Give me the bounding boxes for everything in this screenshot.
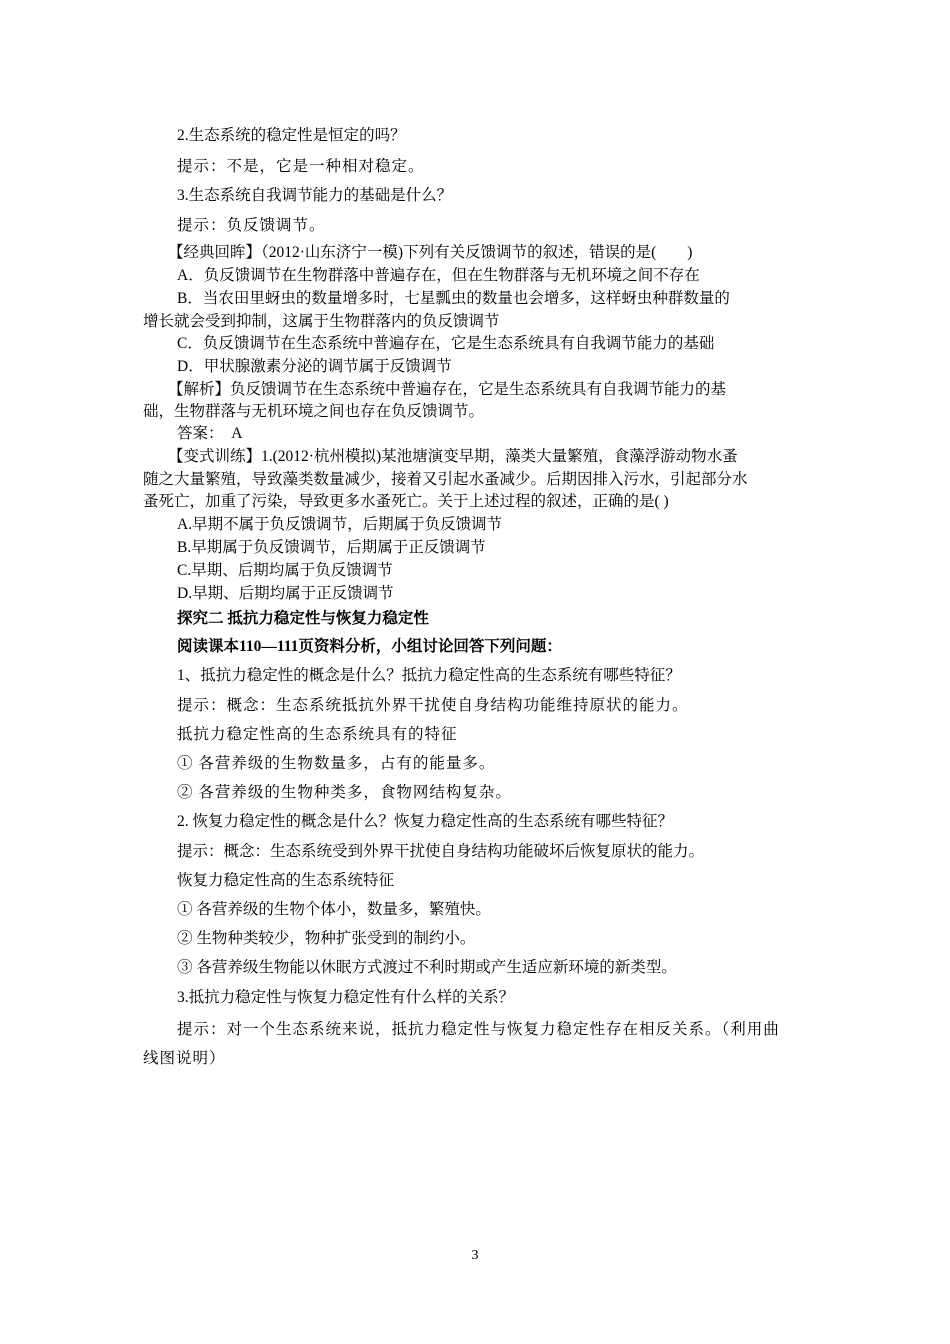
option-c: C．负反馈调节在生态系统中普遍存在，它是生态系统具有自我调节能力的基础 — [177, 335, 715, 352]
resilience-question: 2. 恢复力稳定性的概念是什么？恢复力稳定性高的生态系统有哪些特征？ — [177, 813, 674, 830]
answer: 答案： A — [177, 425, 243, 442]
classic-review-question: 【经典回眸】（2012·山东济宁一模)下列有关反馈调节的叙述，错误的是( ) — [168, 244, 693, 261]
resilience-features-title: 恢复力稳定性高的生态系统特征 — [177, 872, 395, 889]
resistance-hint: 提示：概念：生态系统抵抗外界干扰使自身结构功能维持原状的能力。 — [177, 697, 689, 714]
variant-training-cont-1: 随之大量繁殖，导致藻类数量减少，接着又引起水蚤减少。后期因排入污水，引起部分水 — [143, 471, 748, 488]
relationship-hint: 提示：对一个生态系统来说，抵抗力稳定性与恢复力稳定性存在相反关系。（利用曲 — [177, 1021, 780, 1038]
variant-option-c: C.早期、后期均属于负反馈调节 — [177, 562, 393, 579]
question-2: 2.生态系统的稳定性是恒定的吗？ — [177, 127, 406, 144]
hint-2: 提示：不是，它是一种相对稳定。 — [177, 158, 425, 175]
hint-3: 提示：负反馈调节。 — [177, 217, 326, 234]
reading-instruction: 阅读课本110—111页资料分析，小组讨论回答下列问题： — [177, 638, 562, 655]
resilience-feature-2: ② 生物种类较少，物种扩张受到的制约小。 — [177, 930, 476, 947]
resilience-hint: 提示：概念：生态系统受到外界干扰使自身结构功能破坏后恢复原状的能力。 — [177, 843, 705, 860]
variant-option-d: D.早期、后期均属于正反馈调节 — [177, 585, 394, 602]
option-b-cont: 增长就会受到抑制，这属于生物群落内的负反馈调节 — [143, 313, 500, 330]
resilience-feature-3: ③ 各营养级生物能以休眠方式渡过不利时期或产生适应新环境的新类型。 — [177, 959, 677, 976]
resistance-feature-1: ① 各营养级的生物数量多，占有的能量多。 — [177, 755, 496, 772]
option-d: D．甲状腺激素分泌的调节属于反馈调节 — [177, 358, 452, 375]
resistance-feature-2: ② 各营养级的生物种类多，食物网结构复杂。 — [177, 784, 512, 801]
analysis-cont: 础，生物群落与无机环境之间也存在负反馈调节。 — [143, 403, 485, 420]
section-heading: 探究二 抵抗力稳定性与恢复力稳定性 — [177, 610, 429, 627]
variant-training-question: 【变式训练】1.(2012·杭州模拟)某池塘演变早期，藻类大量繁殖，食藻浮游动物水蚤 — [168, 448, 738, 465]
variant-training-cont-2: 蚤死亡，加重了污染，导致更多水蚤死亡。关于上述过程的叙述，正确的是( ) — [143, 493, 669, 510]
analysis: 【解析】负反馈调节在生态系统中普遍存在，它是生态系统具有自我调节能力的基 — [168, 381, 727, 398]
option-a: A．负反馈调节在生物群落中普遍存在，但在生物群落与无机环境之间不存在 — [177, 267, 700, 284]
resistance-question: 1、抵抗力稳定性的概念是什么？抵抗力稳定性高的生态系统有哪些特征？ — [177, 667, 681, 684]
option-b: B．当农田里蚜虫的数量增多时，七星瓢虫的数量也会增多，这样蚜虫种群数量的 — [177, 290, 730, 307]
variant-option-a: A.早期不属于负反馈调节，后期属于负反馈调节 — [177, 516, 503, 533]
resilience-feature-1: ① 各营养级的生物个体小，数量多，繁殖快。 — [177, 901, 491, 918]
page-number: 3 — [471, 1248, 479, 1263]
relationship-question: 3.抵抗力稳定性与恢复力稳定性有什么样的关系？ — [177, 989, 515, 1006]
relationship-hint-cont: 线图说明） — [143, 1050, 226, 1067]
question-3: 3.生态系统自我调节能力的基础是什么？ — [177, 187, 453, 204]
resistance-features-title: 抵抗力稳定性高的生态系统具有的特征 — [177, 726, 458, 743]
variant-option-b: B.早期属于负反馈调节，后期属于正反馈调节 — [177, 539, 486, 556]
